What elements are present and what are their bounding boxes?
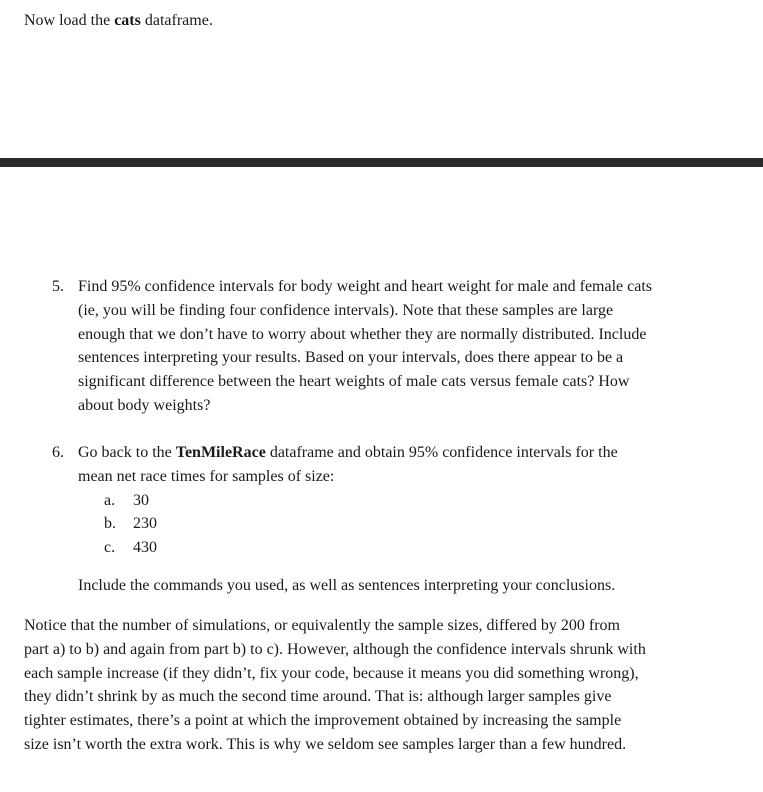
question-5-number: 5. [52, 278, 64, 295]
question-5-line-5: significant difference between the heart weights of male cats versus female cats? How [78, 373, 630, 390]
option-c-letter: c. [104, 539, 116, 556]
note-line-4: they didn’t shrink by as much the second time around. That is: although larger samples give [24, 688, 612, 705]
section-divider [0, 158, 763, 167]
note-line-6: size isn’t worth the extra work. This is why we seldom see samples larger than a few hundred. [24, 736, 627, 753]
question-6-include-text: Include the commands you used, as well as sentences interpreting your conclusions. [78, 577, 616, 594]
question-6-line-2: mean net race times for samples of size: [78, 468, 335, 485]
option-a-letter: a. [104, 492, 116, 509]
note-line-1: Notice that the number of simulations, or equivalently the sample sizes, differed by 200 from [24, 617, 620, 634]
cats-dataframe-name: cats [114, 12, 141, 29]
tenmilerace-dataframe-name: TenMileRace [175, 444, 266, 461]
option-b-value: 230 [133, 515, 157, 532]
question-5-line-2: (ie, you will be finding four confidence intervals). Note that these samples are large [78, 302, 614, 319]
option-a-value: 30 [133, 492, 149, 509]
question-5-line-1: Find 95% confidence intervals for body weight and heart weight for male and female cats [78, 278, 653, 295]
question-5-line-4: sentences interpreting your results. Based on your intervals, does there appear to be a [78, 349, 624, 366]
question-5-line-6: about body weights? [78, 397, 211, 414]
option-c-value: 430 [133, 539, 157, 556]
intro-text: Now load the cats dataframe. [24, 12, 213, 29]
note-line-5: tighter estimates, there’s a point at which the improvement obtained by increasing the sample [24, 712, 622, 729]
question-6-number: 6. [52, 444, 64, 461]
question-6-line-1: Go back to the TenMileRace dataframe and obtain 95% confidence intervals for the [78, 444, 618, 461]
question-5-line-3: enough that we don’t have to worry about whether they are normally distributed. Include [78, 326, 647, 343]
option-b-letter: b. [104, 515, 116, 532]
note-line-2: part a) to b) and again from part b) to c). However, although the confidence intervals shrunk with [24, 641, 646, 658]
note-line-3: each sample increase (if they didn’t, fix your code, because it means you did something wrong), [24, 665, 639, 682]
